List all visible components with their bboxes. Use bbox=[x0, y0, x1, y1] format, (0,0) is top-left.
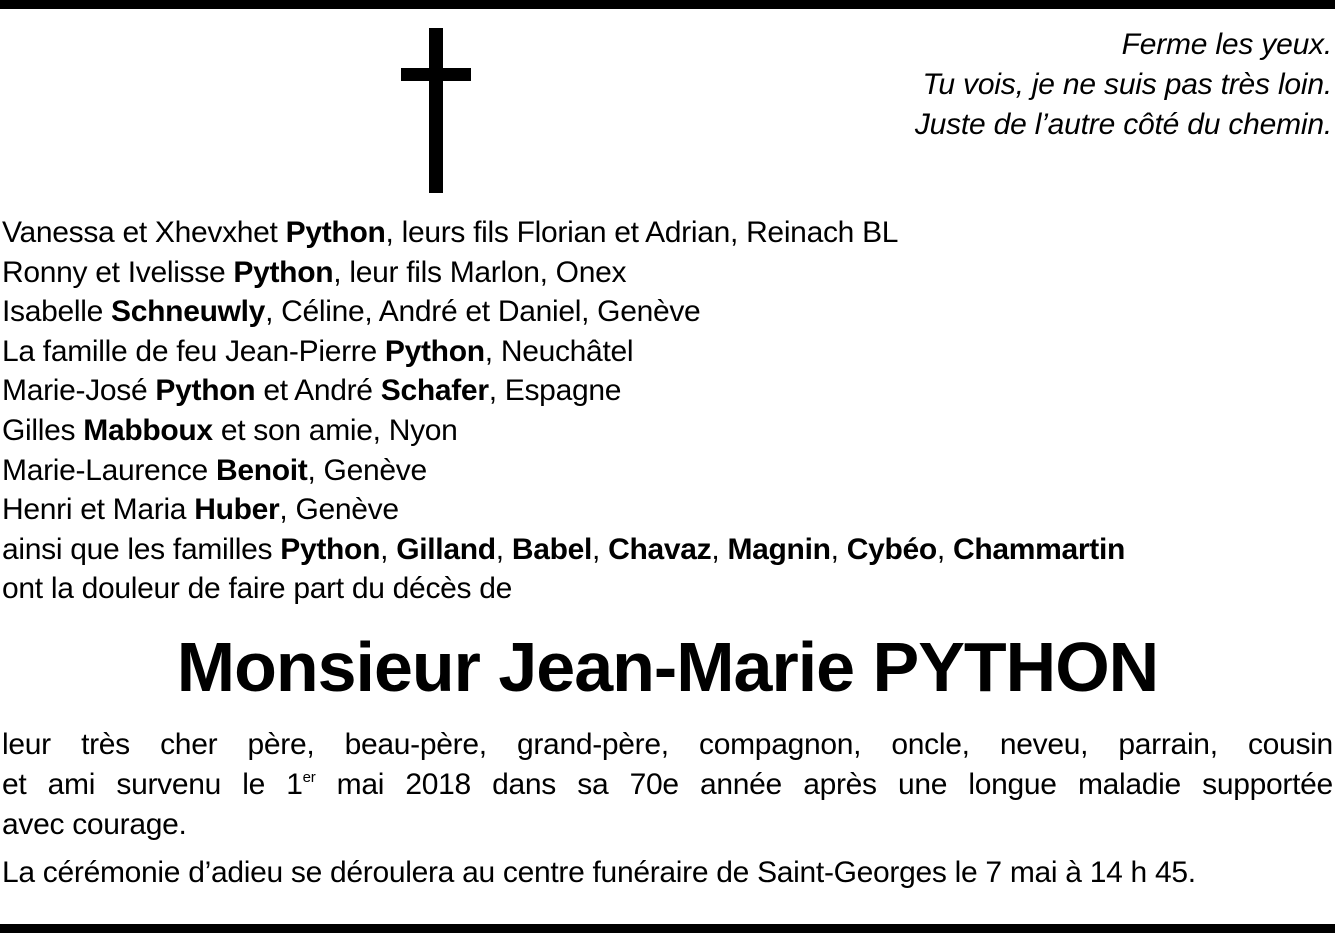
families-line: ainsi que les familles Python, Gilland, Babel, Chavaz, Magnin, Cybéo, Chammartin bbox=[2, 532, 1126, 566]
family-surname: Python bbox=[233, 255, 334, 289]
body-word: maladie bbox=[1077, 768, 1181, 801]
family-line: La famille de feu Jean-Pierre Python, Neuchâtel bbox=[2, 334, 634, 368]
body-word: après bbox=[803, 768, 877, 801]
body-word: très bbox=[81, 728, 130, 761]
body-word: et bbox=[2, 768, 27, 801]
ceremony-text: La cérémonie d’adieu se déroulera au centre funéraire de Saint-Georges le 7 mai à 14 h 45. bbox=[2, 856, 1196, 889]
family-surname: Python bbox=[384, 334, 485, 368]
body-word: longue bbox=[968, 768, 1057, 801]
body-word: leur bbox=[2, 728, 51, 761]
body-word: compagnon, bbox=[699, 728, 862, 761]
body-line bbox=[2, 765, 1333, 805]
family-surname: Huber bbox=[194, 493, 280, 527]
family-surname: Schneuwly bbox=[111, 295, 266, 329]
ordinal-superscript: er bbox=[302, 769, 316, 786]
body-word: cousin bbox=[1247, 728, 1333, 761]
top-border-rule bbox=[0, 0, 1335, 9]
body-line bbox=[2, 725, 1333, 765]
family-surname: Python bbox=[285, 216, 386, 249]
body-word: année bbox=[700, 768, 782, 801]
family-surname: Chammartin bbox=[952, 532, 1126, 566]
body-word: grand-père, bbox=[516, 728, 669, 761]
announcement-line: ont la douleur de faire part du décès de bbox=[2, 572, 513, 606]
body-word: une bbox=[898, 768, 948, 801]
bottom-border-rule bbox=[0, 924, 1335, 933]
body-word: le bbox=[242, 768, 266, 801]
body-word: mai bbox=[336, 768, 385, 801]
family-line: Henri et Maria Huber, Genève bbox=[2, 493, 399, 527]
body-word: 70e bbox=[629, 768, 679, 801]
cross-vertical-bar bbox=[429, 28, 443, 193]
body-word: 2018 bbox=[405, 768, 471, 801]
family-surname: Gilland bbox=[396, 532, 496, 566]
body-line: avec courage. bbox=[2, 808, 187, 841]
quote-line: Juste de l’autre côté du chemin. bbox=[914, 108, 1332, 141]
family-surname: Cybéo bbox=[846, 532, 937, 566]
family-line: Marie-Laurence Benoit, Genève bbox=[2, 453, 427, 487]
body-word: parrain, bbox=[1118, 728, 1218, 761]
quote-line: Tu vois, je ne suis pas très loin. bbox=[922, 68, 1332, 101]
family-line: Isabelle Schneuwly, Céline, André et Daniel, Genève bbox=[2, 295, 701, 329]
body-word: 1er bbox=[286, 768, 316, 801]
family-surname: Python bbox=[280, 532, 381, 566]
body-word: ami bbox=[47, 768, 96, 801]
body-word: cher bbox=[160, 728, 218, 761]
body-word: dans bbox=[492, 768, 557, 801]
family-surname: Babel bbox=[511, 532, 593, 566]
family-surname: Benoit bbox=[215, 453, 308, 487]
family-surname: Schafer bbox=[380, 374, 489, 408]
obituary-body bbox=[2, 725, 1333, 893]
cross-horizontal-bar bbox=[401, 68, 471, 81]
family-list bbox=[2, 213, 1125, 609]
cross-icon bbox=[401, 28, 471, 193]
body-word: beau-père, bbox=[344, 728, 487, 761]
body-word: sa bbox=[577, 768, 609, 801]
deceased-name: Monsieur Jean-Marie PYTHON bbox=[176, 628, 1159, 706]
family-surname: Mabboux bbox=[83, 413, 213, 447]
family-surname: Python bbox=[155, 374, 256, 408]
family-line: Ronny et Ivelisse Python, leur fils Marlon, Onex bbox=[2, 255, 627, 289]
body-word: père, bbox=[247, 728, 315, 761]
body-word: survenu bbox=[116, 768, 222, 801]
body-word: supportée bbox=[1202, 768, 1333, 801]
relationship-paragraph bbox=[2, 725, 1333, 845]
body-word: neveu, bbox=[999, 728, 1089, 761]
family-line: Vanessa et Xhevxhet Python, leurs fils Florian et Adrian, Reinach BL bbox=[2, 216, 899, 249]
quote-line: Ferme les yeux. bbox=[1121, 28, 1332, 61]
family-line: Gilles Mabboux et son amie, Nyon bbox=[2, 413, 458, 447]
epitaph-quote bbox=[915, 25, 1332, 145]
family-surname: Chavaz bbox=[608, 532, 712, 566]
family-surname: Magnin bbox=[727, 532, 831, 566]
body-word: oncle, bbox=[891, 728, 970, 761]
family-line: Marie-José Python et André Schafer, Espagne bbox=[2, 374, 622, 408]
